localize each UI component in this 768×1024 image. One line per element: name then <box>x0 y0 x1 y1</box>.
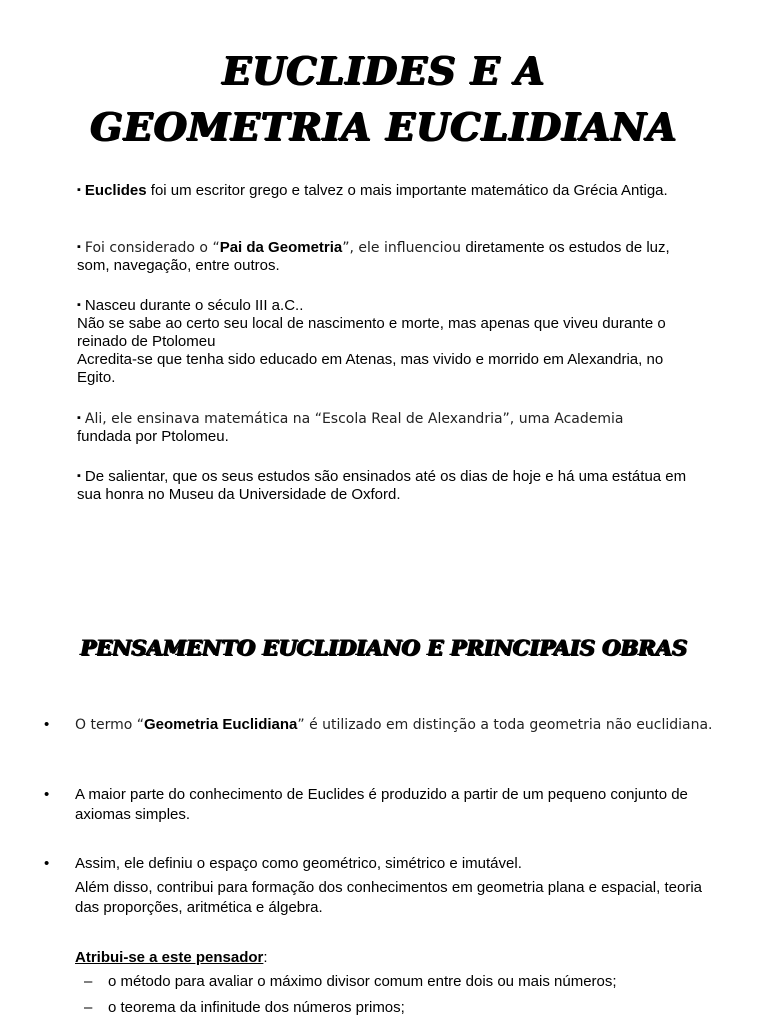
bold-term: Geometria Euclidiana <box>144 716 298 733</box>
attribution-heading: Atribui-se a este pensador <box>75 949 264 966</box>
paragraph-line: Não se sabe ao certo seu local de nascimento e morte, mas apenas que viveu durante o reinado de Ptolomeu <box>77 315 666 350</box>
list-item: o teorema da infinitude dos números primos; <box>108 999 405 1016</box>
square-bullet-icon: ▪ <box>77 412 81 424</box>
attribution-label <box>75 948 715 968</box>
paragraph-birth <box>77 296 702 387</box>
paragraph-text: Nasceu durante o século III a.C.. <box>84 297 304 314</box>
paragraph-text: ” é utilizado em distinção a toda geometria não euclidiana. <box>297 717 713 733</box>
round-bullet-icon: • <box>44 716 50 733</box>
paragraph-line: Acredita-se que tenha sido educado em Atenas, mas vivido e morrido em Alexandria, no Egito. <box>77 351 664 386</box>
list-item: o método para avaliar o máximo divisor comum entre dois ou mais números; <box>108 973 617 990</box>
square-bullet-icon: ▪ <box>77 241 81 253</box>
attribution-colon: : <box>263 949 268 966</box>
dash-bullet-icon: – <box>84 999 93 1016</box>
paragraph-text: Ali, ele ensinava matemática na “Escola Real de Alexandria”, uma Academia <box>84 411 624 427</box>
page-title-line-1: EUCLIDES E A <box>222 48 546 93</box>
paragraph-text: Foi considerado o “ <box>84 240 220 256</box>
page-title-line-2: GEOMETRIA EUCLIDIANA <box>90 104 678 149</box>
square-bullet-icon: ▪ <box>77 184 81 196</box>
square-bullet-icon: ▪ <box>77 470 81 482</box>
list-item-space-definition <box>75 854 715 918</box>
paragraph-text: ”, ele influenciou <box>342 240 466 256</box>
list-item-geometry-term <box>75 715 715 735</box>
paragraph-text: diretamente os estudos de luz, som, navegação, entre outros. <box>77 239 670 274</box>
paragraph-father-of-geometry <box>77 238 702 275</box>
paragraph-line: fundada por Ptolomeu. <box>77 428 229 445</box>
section-heading: PENSAMENTO EUCLIDIANO E PRINCIPAIS OBRAS <box>80 635 688 660</box>
paragraph-line: Assim, ele definiu o espaço como geométrico, simétrico e imutável. <box>75 855 522 872</box>
bold-term: Pai da Geometria <box>219 239 343 256</box>
paragraph-text: foi um escritor grego e talvez o mais importante matemático da Grécia Antiga. <box>146 182 668 199</box>
round-bullet-icon: • <box>44 786 50 803</box>
paragraph-legacy <box>77 467 702 504</box>
paragraph-euclides-intro <box>77 181 702 200</box>
paragraph-text: O termo “ <box>75 717 144 733</box>
bold-term: Euclides <box>84 182 147 199</box>
paragraph-alexandria <box>77 409 702 446</box>
paragraph-line <box>77 409 702 428</box>
paragraph-line <box>77 296 702 315</box>
list-item-axioms: A maior parte do conhecimento de Euclides é produzido a partir de um pequeno conjunto de axiomas simples. <box>75 786 688 823</box>
paragraph-text: De salientar, que os seus estudos são ensinados até os dias de hoje e há uma estátua em sua honra no Museu da Universidade de Oxford. <box>77 468 687 503</box>
round-bullet-icon: • <box>44 855 50 872</box>
dash-bullet-icon: – <box>84 973 93 990</box>
square-bullet-icon: ▪ <box>77 299 81 311</box>
paragraph-line: Além disso, contribui para formação dos conhecimentos em geometria plana e espacial, teoria das proporções, aritmética e álgebra. <box>75 879 702 916</box>
